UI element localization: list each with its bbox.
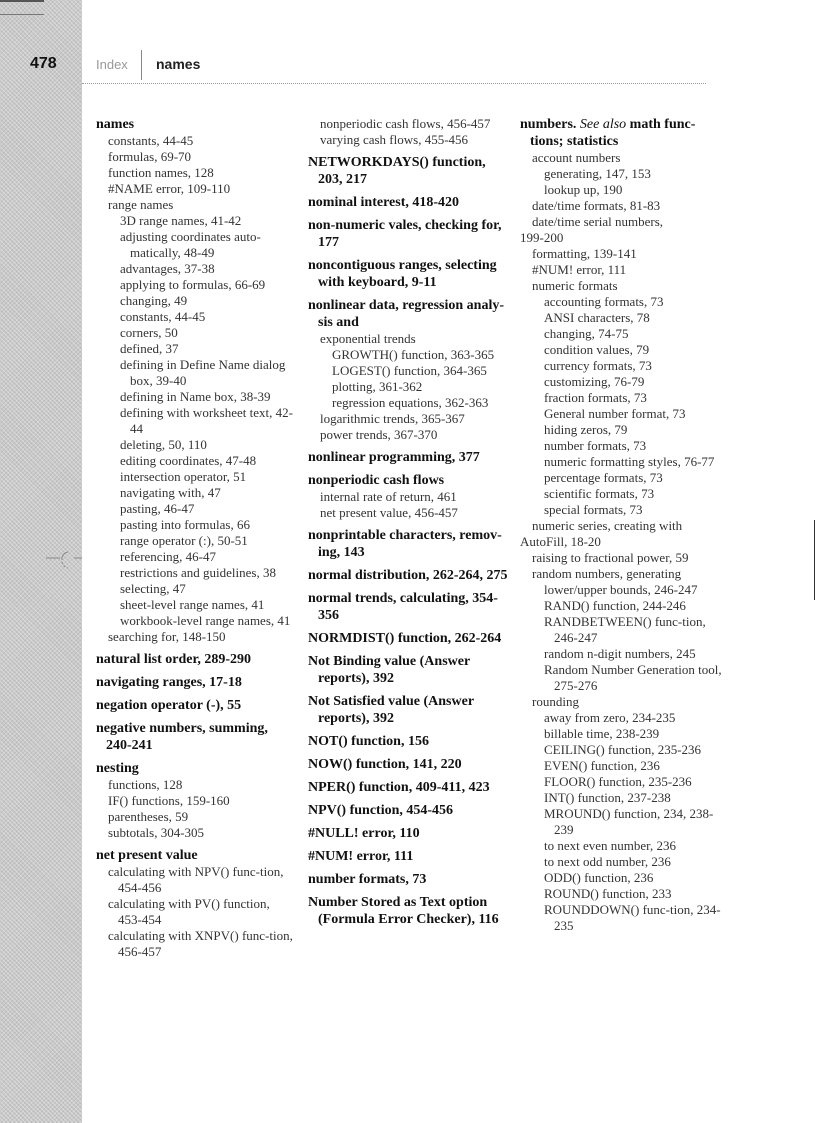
index-entry-subsub: sheet-level range names, 41	[120, 597, 265, 612]
index-entry-subsub: random n-digit numbers, 245	[544, 646, 696, 661]
index-entry-subsub: regression equations, 362-363	[332, 395, 489, 410]
page-number: 478	[30, 55, 57, 72]
index-entry-subsub: fraction formats, 73	[544, 390, 647, 405]
index-entry-sub: range names	[108, 197, 174, 212]
index-entry-sub: formatting, 139-141	[532, 246, 637, 261]
index-entry-main: number formats, 73	[308, 872, 427, 887]
index-entry-subsub: deleting, 50, 110	[120, 437, 207, 452]
strip-top-line	[0, 0, 44, 2]
index-entry-sub: numeric series, creating with	[532, 518, 683, 533]
see-also-label: See also	[579, 117, 627, 132]
binding-hole-mark	[0, 520, 120, 596]
index-entry-sub: date/time serial numbers,	[532, 214, 664, 229]
index-entry-sub: power trends, 367-370	[320, 427, 438, 442]
index-entry-subsub: percentage formats, 73	[544, 470, 663, 485]
index-entry-main: noncontiguous ranges, selecting with keyboard, 9-11	[308, 258, 497, 290]
index-entry-subsub: defining in Define Name dialog box, 39-40	[120, 357, 286, 388]
index-entry-main: negative numbers, summing, 240-241	[96, 721, 268, 753]
header-rule	[82, 83, 706, 84]
index-entry-sub: net present value, 456-457	[320, 505, 458, 520]
entry-term: numbers.	[520, 117, 580, 132]
index-entry-sub: 199-200	[520, 230, 564, 245]
index-entry-main: names	[96, 117, 135, 132]
index-entry-subsub: billable time, 238-239	[544, 726, 660, 741]
page-edge-line	[814, 520, 815, 600]
index-entry-sub: subtotals, 304-305	[108, 825, 205, 840]
header-topic: names	[156, 56, 201, 72]
index-entry-sub: random numbers, generating	[532, 566, 682, 581]
index-entry-main: NOT() function, 156	[308, 734, 429, 749]
index-entry-sub: account numbers	[532, 150, 621, 165]
index-entry-subsub: advantages, 37-38	[120, 261, 215, 276]
index-entry-main: nominal interest, 418-420	[308, 195, 460, 210]
index-entry-subsub: away from zero, 234-235	[544, 710, 676, 725]
index-entry-sub: function names, 128	[108, 165, 214, 180]
index-entry-main: #NULL! error, 110	[308, 826, 420, 841]
index-entry-subsub: constants, 44-45	[120, 309, 206, 324]
index-entry-subsub: pasting into formulas, 66	[120, 517, 250, 532]
index-entry-sub: numeric formats	[532, 278, 618, 293]
index-entry-subsub: scientific formats, 73	[544, 486, 655, 501]
index-entry-main: #NUM! error, 111	[308, 849, 414, 864]
index-column-2	[308, 116, 508, 928]
index-entry-subsub: hiding zeros, 79	[544, 422, 628, 437]
index-entry-main: Not Binding value (Answer reports), 392	[308, 654, 470, 686]
index-entry-subsub: special formats, 73	[544, 502, 643, 517]
index-entry-sub: #NUM! error, 111	[532, 262, 627, 277]
index-entry-subsub: MROUND() function, 234, 238-239	[544, 806, 714, 837]
index-entry-main: NOW() function, 141, 220	[308, 757, 462, 772]
index-entry-main: nesting	[96, 761, 139, 776]
index-entry-subsub: lower/upper bounds, 246-247	[544, 582, 698, 597]
index-entry-main: normal distribution, 262-264, 275	[308, 568, 508, 583]
index-entry-main	[520, 116, 725, 150]
index-entry-subsub: FLOOR() function, 235-236	[544, 774, 692, 789]
index-entry-subsub: range operator (:), 50-51	[120, 533, 248, 548]
index-entry-subsub: condition values, 79	[544, 342, 650, 357]
index-entry-subsub: corners, 50	[120, 325, 178, 340]
index-entry-subsub: generating, 147, 153	[544, 166, 651, 181]
index-entry-subsub: defining with worksheet text, 42-44	[120, 405, 293, 436]
index-entry-main: NETWORKDAYS() function, 203, 217	[308, 155, 486, 187]
index-entry-subsub: INT() function, 237-238	[544, 790, 671, 805]
index-entry-sub: varying cash flows, 455-456	[320, 132, 469, 147]
index-column-3	[520, 116, 725, 934]
index-entry-subsub: editing coordinates, 47-48	[120, 453, 257, 468]
index-entry-main: NPER() function, 409-411, 423	[308, 780, 490, 795]
index-entry-subsub: ROUNDDOWN() func-tion, 234-235	[544, 902, 721, 933]
header-divider	[141, 50, 142, 80]
header-section-label: Index	[96, 57, 128, 72]
index-entry-main: nonlinear data, regression analy-sis and	[308, 298, 505, 330]
index-entry-subsub: to next odd number, 236	[544, 854, 671, 869]
index-entry-sub: exponential trends	[320, 331, 416, 346]
index-entry-subsub: accounting formats, 73	[544, 294, 664, 309]
index-entry-subsub: General number format, 73	[544, 406, 686, 421]
index-entry-subsub: referencing, 46-47	[120, 549, 217, 564]
index-entry-sub: raising to fractional power, 59	[532, 550, 689, 565]
index-entry-sub: constants, 44-45	[108, 133, 194, 148]
index-entry-sub: AutoFill, 18-20	[520, 534, 601, 549]
index-entry-main: nonprintable characters, remov-ing, 143	[308, 528, 502, 560]
index-entry-sub: searching for, 148-150	[108, 629, 226, 644]
index-entry-subsub: RAND() function, 244-246	[544, 598, 686, 613]
index-column-1	[96, 116, 296, 960]
index-entry-subsub: Random Number Generation tool, 275-276	[544, 662, 722, 693]
index-entry-subsub: EVEN() function, 236	[544, 758, 660, 773]
index-entry-subsub: plotting, 361-362	[332, 379, 423, 394]
strip-top-line-secondary	[0, 14, 44, 15]
index-entry-subsub: defined, 37	[120, 341, 179, 356]
index-entry-main: NPV() function, 454-456	[308, 803, 454, 818]
index-entry-main: net present value	[96, 848, 198, 863]
index-entry-subsub: intersection operator, 51	[120, 469, 247, 484]
index-entry-subsub: number formats, 73	[544, 438, 647, 453]
index-entry-subsub: 3D range names, 41-42	[120, 213, 242, 228]
index-entry-main: non-numeric vales, checking for, 177	[308, 218, 502, 250]
index-entry-subsub: ODD() function, 236	[544, 870, 654, 885]
index-entry-subsub: CEILING() function, 235-236	[544, 742, 702, 757]
index-entry-subsub: defining in Name box, 38-39	[120, 389, 271, 404]
index-entry-subsub: selecting, 47	[120, 581, 186, 596]
index-entry-sub: calculating with XNPV() func-tion, 456-457	[108, 928, 293, 959]
index-entry-subsub: to next even number, 236	[544, 838, 676, 853]
index-entry-subsub: RANDBETWEEN() func-tion, 246-247	[544, 614, 706, 645]
index-entry-main: Number Stored as Text option (Formula Error Checker), 116	[308, 895, 499, 927]
index-entry-subsub: LOGEST() function, 364-365	[332, 363, 487, 378]
index-entry-subsub: ROUND() function, 233	[544, 886, 672, 901]
index-entry-sub: functions, 128	[108, 777, 183, 792]
index-entry-main: NORMDIST() function, 262-264	[308, 631, 502, 646]
index-entry-sub: calculating with PV() function, 453-454	[108, 896, 270, 927]
index-entry-subsub: lookup up, 190	[544, 182, 623, 197]
index-entry-sub: parentheses, 59	[108, 809, 189, 824]
index-entry-subsub: customizing, 76-79	[544, 374, 645, 389]
index-entry-sub: date/time formats, 81-83	[532, 198, 661, 213]
index-entry-subsub: restrictions and guidelines, 38	[120, 565, 276, 580]
index-entry-subsub: changing, 49	[120, 293, 188, 308]
index-entry-subsub: numeric formatting styles, 76-77	[544, 454, 715, 469]
index-entry-subsub: pasting, 46-47	[120, 501, 195, 516]
index-entry-main: natural list order, 289-290	[96, 652, 252, 667]
index-entry-subsub: changing, 74-75	[544, 326, 629, 341]
index-entry-sub: calculating with NPV() func-tion, 454-456	[108, 864, 284, 895]
index-entry-subsub: adjusting coordinates auto-matically, 48-49	[120, 229, 261, 260]
index-entry-main: negation operator (-), 55	[96, 698, 242, 713]
index-entry-subsub: currency formats, 73	[544, 358, 652, 373]
index-entry-subsub: GROWTH() function, 363-365	[332, 347, 495, 362]
index-entry-sub: internal rate of return, 461	[320, 489, 457, 504]
index-entry-subsub: navigating with, 47	[120, 485, 221, 500]
index-entry-sub: IF() functions, 159-160	[108, 793, 230, 808]
index-entry-sub: formulas, 69-70	[108, 149, 192, 164]
index-entry-main: navigating ranges, 17-18	[96, 675, 242, 690]
index-entry-main: nonlinear programming, 377	[308, 450, 480, 465]
index-entry-main: normal trends, calculating, 354-356	[308, 591, 498, 623]
index-entry-sub: nonperiodic cash flows, 456-457	[320, 116, 491, 131]
index-entry-sub: rounding	[532, 694, 579, 709]
index-entry-main: nonperiodic cash flows	[308, 473, 445, 488]
index-entry-subsub: ANSI characters, 78	[544, 310, 650, 325]
index-entry-sub: logarithmic trends, 365-367	[320, 411, 465, 426]
index-entry-subsub: workbook-level range names, 41	[120, 613, 291, 628]
index-entry-subsub: applying to formulas, 66-69	[120, 277, 266, 292]
index-entry-sub: #NAME error, 109-110	[108, 181, 231, 196]
see-also-targets: math func-tions; statistics	[530, 117, 696, 149]
index-entry-main: Not Satisfied value (Answer reports), 392	[308, 694, 474, 726]
